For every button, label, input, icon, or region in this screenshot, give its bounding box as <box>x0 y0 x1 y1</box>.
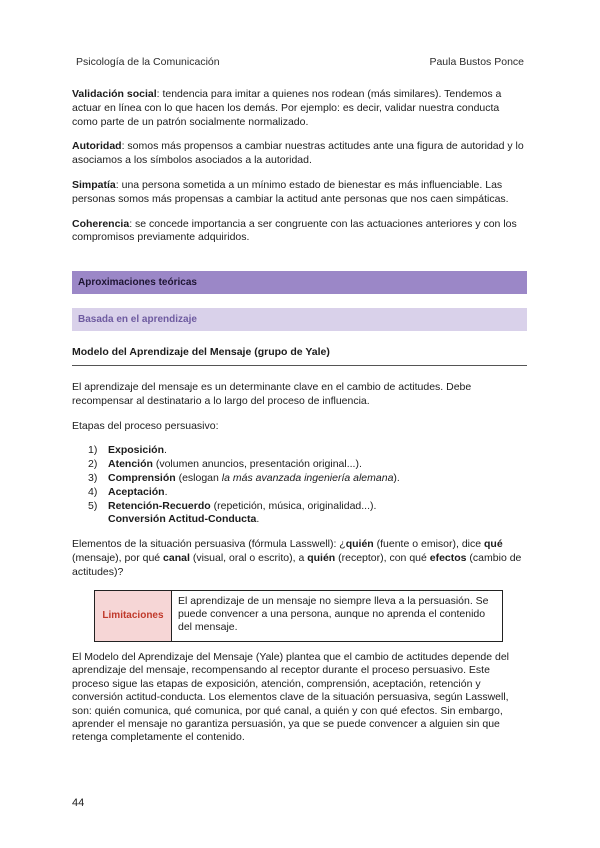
stage-detail: (repetición, música, originalidad...). <box>210 499 377 512</box>
list-number: 1) <box>88 444 98 457</box>
lasswell-quien-receptor: quién <box>307 551 336 564</box>
summary-paragraph: El Modelo del Aprendizaje del Mensaje (Yale) plantea que el cambio de actitudes depende del aprendizaje del mensaje, recompensando al receptor durante el proceso persuasivo. Este proceso sigue las etapas de exposición, atención, comprensión, aceptación, retención y conversión actitud-conducta. Los elementos clave de la situación persuasiva, según Lasswell, son: quién comunica, qué comunica, por qué canal, a quién y con qué efectos. Sin embargo, aprender el mensaje no garantiza persuasión, ya que se puede convencer a alguien sin que retenga completamente el contenido. <box>72 651 510 744</box>
stage-term: Exposición <box>108 444 165 457</box>
definition-term: Coherencia <box>72 217 130 230</box>
stage-detail: (volumen anuncios, presentación original...). <box>152 458 362 471</box>
lasswell-efectos: efectos <box>429 551 467 564</box>
stage-detail: . <box>164 444 167 457</box>
list-item <box>72 472 527 486</box>
stage-term: Retención-Recuerdo <box>108 499 211 512</box>
definition-term: Simpatía <box>72 178 116 191</box>
lasswell-quien: quién <box>345 538 374 551</box>
stage-detail-end: ). <box>393 471 400 484</box>
lasswell-text: (cambio de actitudes)? <box>72 551 522 578</box>
definition-text: : se concede importancia a ser congruente con las actuaciones anteriores y con los compromisos previamente adquiridos. <box>72 217 517 244</box>
lasswell-text: (mensaje), por qué <box>72 551 164 564</box>
list-item <box>72 458 527 472</box>
list-number: 5) <box>88 499 98 512</box>
definition-coherencia <box>72 218 527 246</box>
lasswell-text: Elementos de la situación persuasiva (fórmula Lasswell): ¿ <box>72 538 346 551</box>
section-heading-band: Aproximaciones teóricas <box>72 271 527 294</box>
definition-term: Autoridad <box>72 140 122 153</box>
definition-text: : tendencia para imitar a quienes nos rodean (más similares). Tendemos a actuar en línea con lo que hacen los demás. Por ejemplo: es decir, validar nuestra conducta como parte de un patrón socialmente normalizado. <box>72 88 502 128</box>
definition-autoridad <box>72 140 527 168</box>
list-item <box>72 444 527 458</box>
lasswell-text: (receptor), con qué <box>335 551 430 564</box>
stage-detail: (eslogan <box>175 471 222 484</box>
limitations-label: Limitaciones <box>95 591 172 641</box>
list-item <box>72 486 527 500</box>
lasswell-text: (visual, oral o escrito), a <box>189 551 308 564</box>
stage-continuation-text: Conversión Actitud-Conducta <box>108 513 257 526</box>
page-header <box>76 56 524 70</box>
header-course-title: Psicología de la Comunicación <box>76 56 220 68</box>
title-divider <box>72 365 527 366</box>
model-intro: El aprendizaje del mensaje es un determinante clave en el cambio de actitudes. Debe recompensar al destinatario a lo largo del proceso de influencia. <box>72 381 472 407</box>
limitations-box <box>94 590 503 642</box>
stage-continuation: Conversión Actitud-Conducta. <box>108 513 260 526</box>
definition-validacion-social <box>72 88 527 129</box>
lasswell-que: qué <box>484 538 503 551</box>
stage-term: Atención <box>108 458 153 471</box>
model-body <box>72 381 527 591</box>
definition-text: : somos más propensos a cambiar nuestras actitudes ante una figura de autoridad y lo asociamos a los símbolos asociados a la autoridad. <box>72 140 524 167</box>
stage-detail: . <box>164 485 168 498</box>
stage-term: Aceptación <box>108 485 165 498</box>
header-author: Paula Bustos Ponce <box>429 56 524 68</box>
list-number: 2) <box>88 458 98 471</box>
list-number: 3) <box>88 471 98 484</box>
stage-italic-slogan: la más avanzada ingeniería alemana <box>221 471 394 484</box>
page-number: 44 <box>72 797 85 809</box>
definition-text: : una persona sometida a un mínimo estado de bienestar es más influenciable. Las personas somos más propensas a cambiar la actitud ante personas que nos caen simpáticas. <box>72 178 509 205</box>
stage-term: Comprensión <box>108 471 176 484</box>
limitations-text: El aprendizaje de un mensaje no siempre lleva a la persuasión. Se puede convencer a una persona, aunque no aprenda el contenido del mensaje. <box>178 595 489 633</box>
subsection-heading-band: Basada en el aprendizaje <box>72 308 527 331</box>
definition-term: Validación social <box>72 88 157 100</box>
stages-label: Etapas del proceso persuasivo: <box>72 419 219 432</box>
stages-list <box>72 444 527 513</box>
lasswell-formula <box>72 538 527 579</box>
model-title: Modelo del Aprendizaje del Mensaje (grupo de Yale) <box>72 346 330 358</box>
lasswell-text: (fuente o emisor), dice <box>373 538 484 551</box>
definitions-section <box>72 88 527 256</box>
lasswell-canal: canal <box>163 551 190 564</box>
list-item <box>72 500 527 514</box>
definition-simpatia <box>72 179 527 207</box>
list-number: 4) <box>88 485 98 498</box>
